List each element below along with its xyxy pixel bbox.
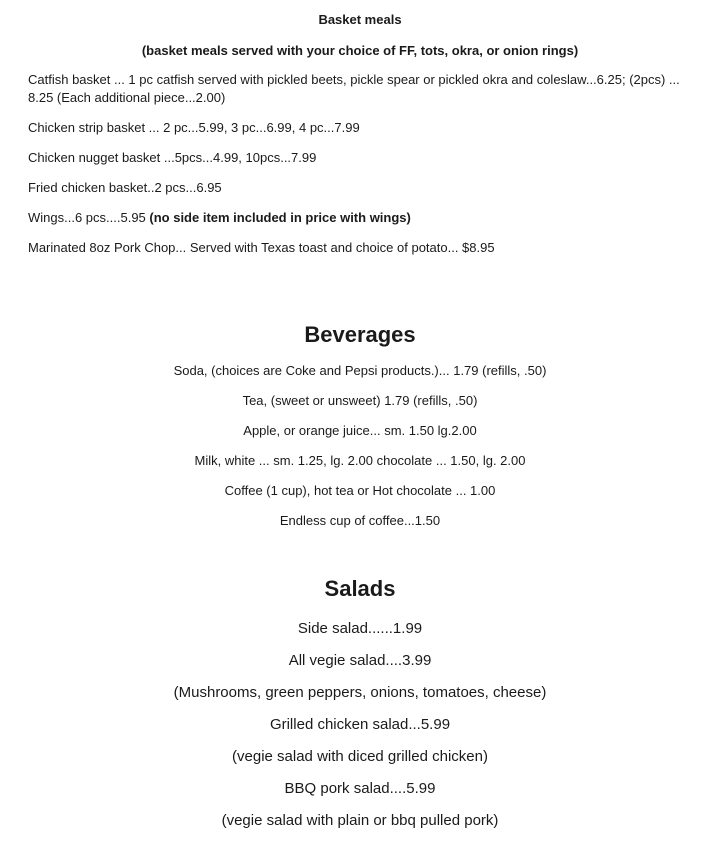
salads-list (0, 619, 720, 843)
beverage-item-milk: Milk, white ... sm. 1.25, lg. 2.00 chocolate ... 1.50, lg. 2.00 (194, 453, 526, 468)
salad-item-side: Side salad......1.99 (297, 620, 423, 637)
salad-item-grilled-chicken-desc: (vegie salad with diced grilled chicken) (232, 748, 488, 765)
salad-item-grilled-chicken: Grilled chicken salad...5.99 (269, 716, 451, 733)
beverages-list (0, 362, 720, 542)
beverage-item-endless-coffee: Endless cup of coffee...1.50 (279, 513, 441, 528)
wings-price: Wings...6 pcs....5.95 (28, 210, 150, 225)
salads-heading: Salads (324, 576, 396, 601)
beverages-heading: Beverages (304, 322, 416, 347)
salad-item-all-vegie-desc: (Mushrooms, green peppers, onions, tomatoes, cheese) (173, 684, 547, 701)
salad-item-all-vegie: All vegie salad....3.99 (288, 652, 432, 669)
beverage-item-coffee: Coffee (1 cup), hot tea or Hot chocolate ... 1.00 (224, 483, 496, 498)
basket-item-wings (28, 209, 698, 227)
basket-item-pork-chop: Marinated 8oz Pork Chop... Served with Texas toast and choice of potato... $8.95 (28, 240, 495, 255)
salad-item-bbq-pork-desc: (vegie salad with plain or bbq pulled pork) (221, 812, 499, 829)
basket-meals-title: Basket meals (318, 12, 402, 27)
basket-item-chicken-strip: Chicken strip basket ... 2 pc...5.99, 3 pc...6.99, 4 pc...7.99 (28, 120, 360, 135)
basket-item-catfish: Catfish basket ... 1 pc catfish served with pickled beets, pickle spear or pickled okra and coleslaw...6.25; (2pcs) ... 8.25 (Each additional piece...2.00) (28, 72, 680, 105)
beverage-item-soda: Soda, (choices are Coke and Pepsi products.)... 1.79 (refills, .50) (173, 363, 547, 378)
salad-item-bbq-pork: BBQ pork salad....5.99 (284, 780, 436, 797)
basket-meals-list (28, 71, 698, 269)
basket-meals-subtitle: (basket meals served with your choice of FF, tots, okra, or onion rings) (141, 43, 579, 58)
basket-item-chicken-nugget: Chicken nugget basket ...5pcs...4.99, 10pcs...7.99 (28, 150, 317, 165)
basket-item-fried-chicken: Fried chicken basket..2 pcs...6.95 (28, 180, 222, 195)
wings-note: (no side item included in price with wings) (149, 210, 411, 225)
beverage-item-juice: Apple, or orange juice... sm. 1.50 lg.2.00 (243, 423, 477, 438)
beverage-item-tea: Tea, (sweet or unsweet) 1.79 (refills, .50) (242, 393, 478, 408)
